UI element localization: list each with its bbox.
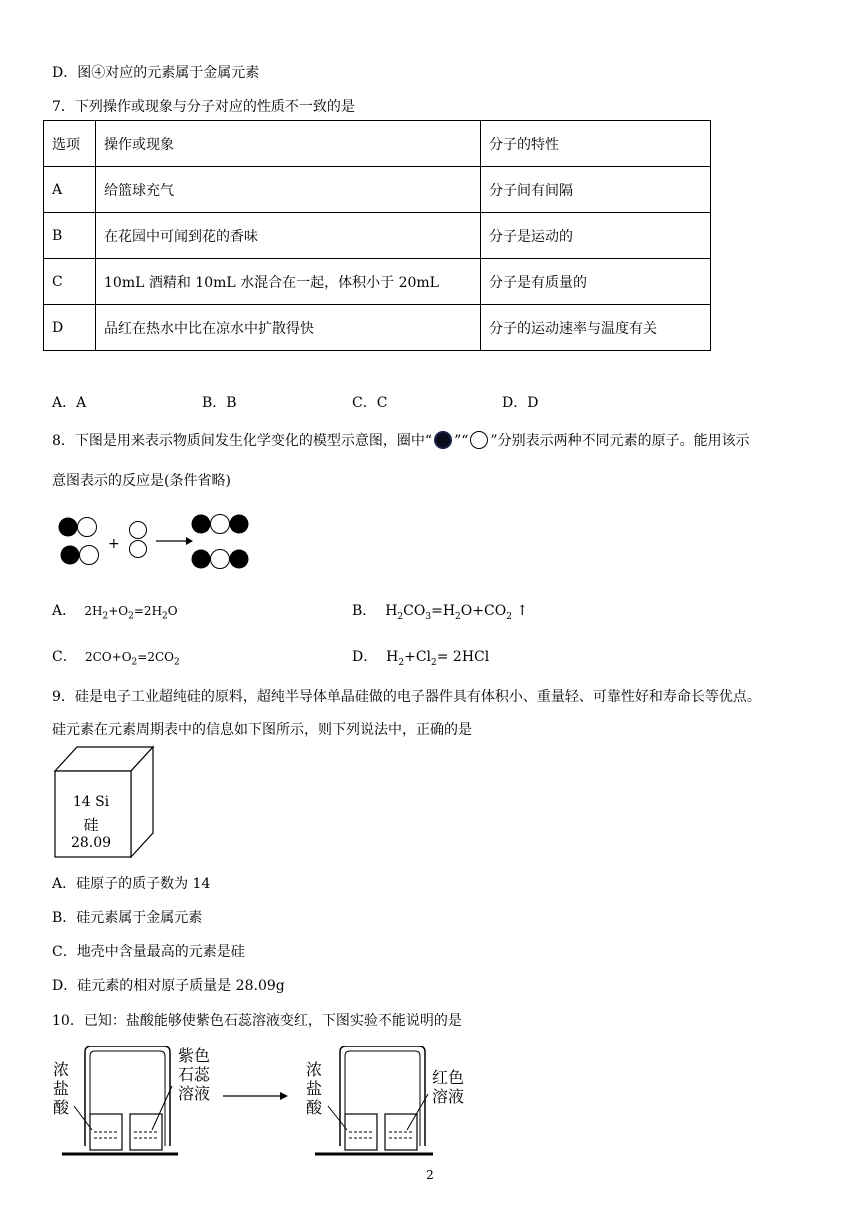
q9-option-c: C．地壳中含量最高的元素是硅 (52, 944, 245, 960)
equation-d: $H_2+Cl_2= 2HCl$ (381, 649, 490, 668)
page-number: 2 (426, 1168, 434, 1182)
plus-sign: + (108, 536, 120, 552)
q7-stem: 7．下列操作或现象与分子对应的性质不一致的是 (52, 99, 355, 115)
choice-label: A． (52, 603, 77, 619)
table-cell: 品红在热水中比在凉水中扩散得快 (96, 305, 481, 351)
q8-choice-c (52, 646, 180, 667)
q7-choice-a: A．A (52, 395, 87, 411)
table-row (44, 259, 711, 305)
equation-b: $H_2CO_3=H_2O+CO_2$ ↑ (380, 603, 529, 622)
arrow-head-icon (186, 537, 193, 545)
table-header-cell: 选项 (44, 121, 96, 167)
white-atom-icon (211, 515, 230, 534)
q9-option-d: D．硅元素的相对原子质量是 28.09g (52, 978, 285, 994)
table-cell: 分子间有间隔 (481, 167, 711, 213)
q9-stem-line1: 9．硅是电子工业超纯硅的原料，超纯半导体单晶硅做的电子器件具有体积小、重量轻、可靠性好和寿命长等优点。 (52, 689, 761, 705)
q6-option-d: D．图④对应的元素属于金属元素 (52, 65, 260, 81)
arrow-head-icon (280, 1092, 288, 1100)
white-atom-icon (130, 522, 147, 539)
equation-a: $2H_2+O_2=2H_2O$ (80, 604, 178, 622)
table-cell: 在花园中可闻到花的香味 (96, 213, 481, 259)
table-cell: B (44, 213, 96, 259)
table-header-cell: 分子的特性 (481, 121, 711, 167)
q8-choice-a (52, 600, 178, 621)
q7-table (43, 120, 711, 351)
q9-option-b: B．硅元素属于金属元素 (52, 910, 203, 926)
equation-c: $2CO+O_2=2CO_2$ (81, 650, 180, 668)
label-conc-hcl-right: 浓 盐 酸 (306, 1060, 323, 1117)
element-name: 硅 (83, 816, 99, 834)
q7-choice-b: B．B (202, 395, 237, 411)
q9-option-a: A．硅原子的质子数为 14 (52, 876, 211, 892)
black-atom-icon (192, 550, 211, 569)
white-atom-icon (80, 546, 99, 565)
white-atom-icon (470, 431, 488, 449)
q9-stem-line2: 硅元素在元素周期表中的信息如下图所示，则下列说法中，正确的是 (52, 722, 472, 738)
q8-choice-d (352, 646, 489, 668)
table-cell: A (44, 167, 96, 213)
table-header-row (44, 121, 711, 167)
choice-label: D． (352, 649, 378, 665)
q8-stem-part: 8．下图是用来表示物质间发生化学变化的模型示意图，圈中“ (52, 433, 433, 449)
q10-stem: 10．已知：盐酸能够使紫色石蕊溶液变红，下图实验不能说明的是 (52, 1013, 462, 1029)
q7-choice-c: C．C (352, 395, 388, 411)
table-cell: 10mL 酒精和 10mL 水混合在一起，体积小于 20mL (96, 259, 481, 305)
black-atom-icon (434, 431, 452, 449)
table-row (44, 213, 711, 259)
element-mass: 28.09 (70, 835, 112, 851)
white-atom-icon (78, 518, 97, 537)
label-conc-hcl-left: 浓 盐 酸 (53, 1060, 70, 1117)
label-red-solution: 红色 溶液 (432, 1068, 465, 1106)
q8-stem-line2: 意图表示的反应是(条件省略) (52, 473, 231, 489)
table-row (44, 305, 711, 351)
q8-reaction-diagram (56, 513, 256, 577)
table-cell: D (44, 305, 96, 351)
table-cell: 给篮球充气 (96, 167, 481, 213)
table-header-cell: 操作或现象 (96, 121, 481, 167)
white-atom-icon (130, 541, 147, 558)
element-number-symbol: 14 Si (72, 794, 110, 810)
table-cell: 分子的运动速率与温度有关 (481, 305, 711, 351)
table-cell: C (44, 259, 96, 305)
q8-stem-part: ”“ (454, 433, 469, 449)
q8-stem (52, 430, 750, 450)
black-atom-icon (59, 518, 78, 537)
table-cell: 分子是运动的 (481, 213, 711, 259)
q7-choice-d: D．D (502, 395, 539, 411)
black-atom-icon (61, 546, 80, 565)
choice-label: B． (352, 603, 377, 619)
black-atom-icon (230, 550, 249, 569)
black-atom-icon (230, 515, 249, 534)
q8-choice-b (352, 600, 528, 622)
table-cell: 分子是有质量的 (481, 259, 711, 305)
black-atom-icon (192, 515, 211, 534)
q8-stem-part: ”分别表示两种不同元素的原子。能用该示 (490, 433, 750, 449)
white-atom-icon (211, 550, 230, 569)
label-purple-litmus: 紫色 石蕊 溶液 (178, 1046, 211, 1103)
choice-label: C． (52, 649, 77, 665)
table-row (44, 167, 711, 213)
